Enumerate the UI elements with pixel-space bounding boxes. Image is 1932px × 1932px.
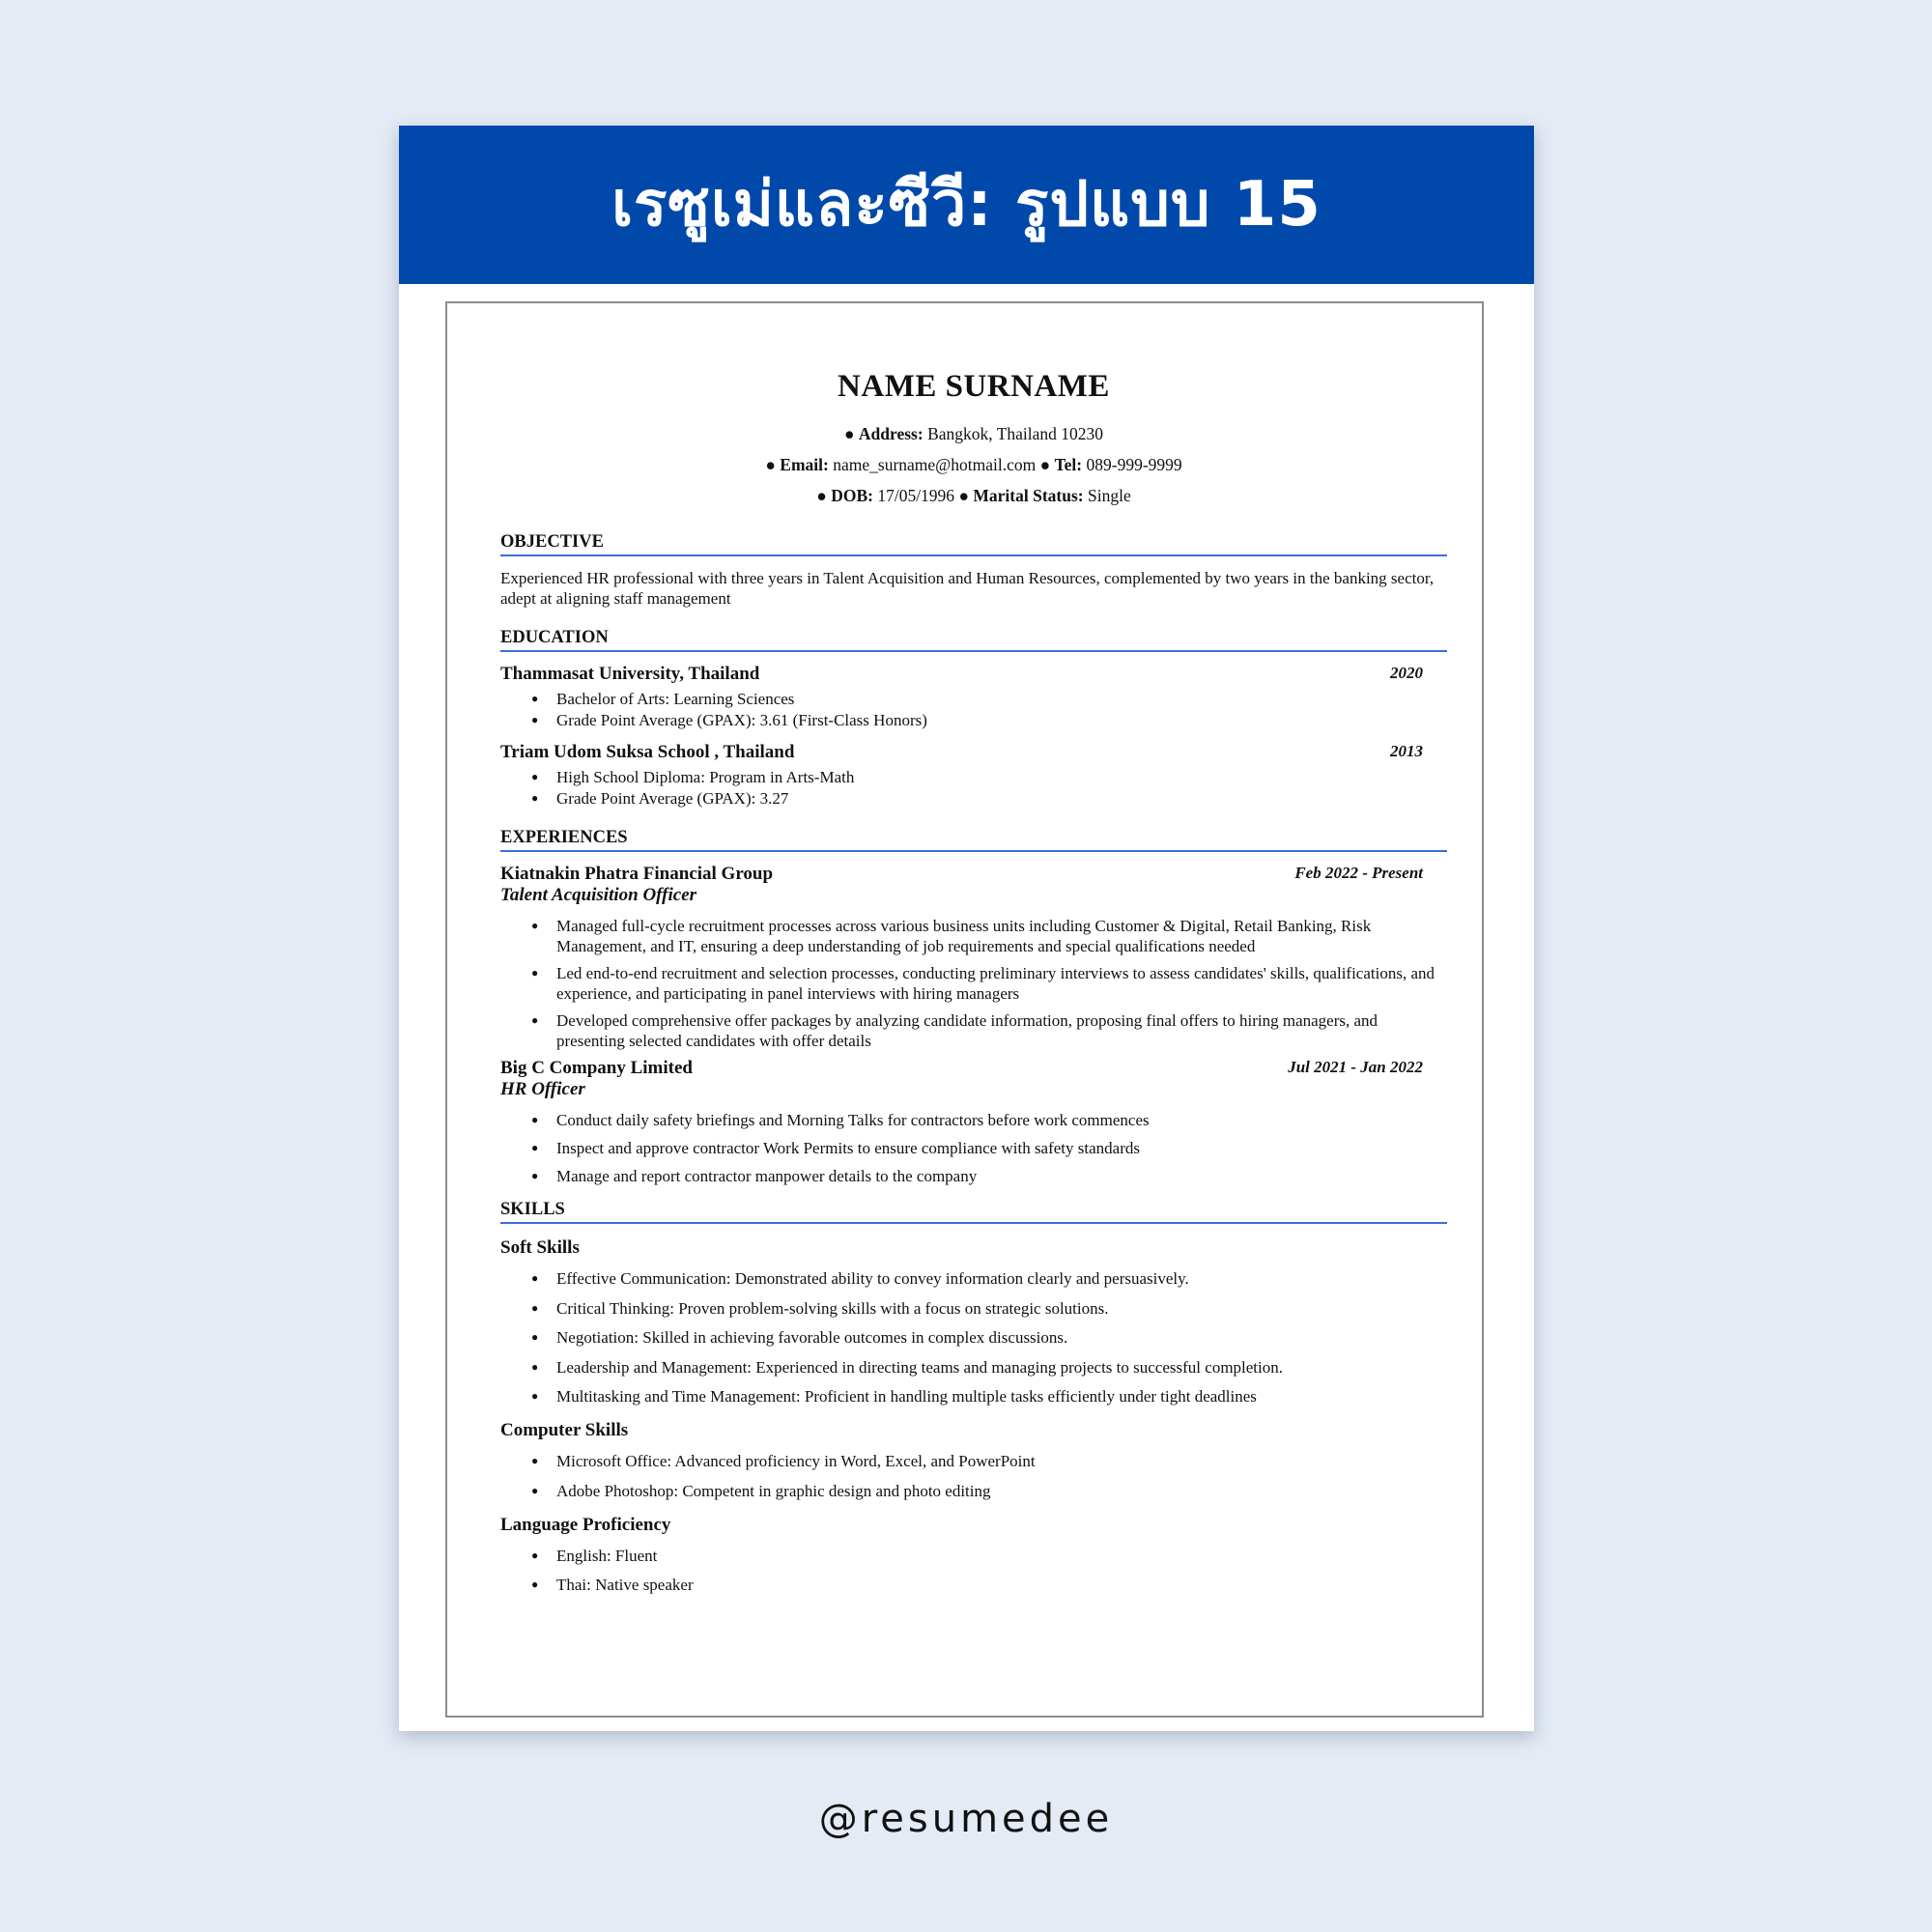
list-item: ● Manage and report contractor manpower details to the company	[500, 1166, 1447, 1186]
company-name: Kiatnakin Phatra Financial Group	[500, 864, 774, 884]
skill-list	[500, 1268, 1447, 1406]
list-item: ● Leadership and Management: Experienced in directing teams and managing projects to successful completion.	[500, 1357, 1447, 1378]
list-item: ● Developed comprehensive offer packages by analyzing candidate information, proposing final offers to hiring managers, and presenting selected candidates with offer details	[500, 1010, 1447, 1051]
education-year: 2013	[1390, 742, 1423, 760]
skill-group-title: Soft Skills	[500, 1237, 580, 1258]
list-item: ● Inspect and approve contractor Work Permits to ensure compliance with safety standards	[500, 1138, 1447, 1158]
skill-list	[500, 1451, 1447, 1501]
contact-line-dob: ● DOB: 17/05/1996 ● Marital Status: Single	[816, 486, 1131, 505]
education-details	[500, 767, 1447, 809]
education-year: 2020	[1390, 664, 1423, 682]
dob-value: 17/05/1996	[877, 486, 955, 505]
section-title-education: EDUCATION	[500, 628, 1447, 652]
list-item: ● Grade Point Average (GPAX): 3.61 (First-Class Honors)	[500, 710, 1447, 731]
list-item: ● Grade Point Average (GPAX): 3.27	[500, 788, 1447, 810]
list-item: ● Negotiation: Skilled in achieving favorable outcomes in complex discussions.	[500, 1327, 1447, 1348]
list-item: ● Conduct daily safety briefings and Morning Talks for contractors before work commences	[500, 1110, 1447, 1130]
resume-frame	[445, 301, 1484, 1718]
school-name: Thammasat University, Thailand	[500, 664, 760, 684]
education-entry-head	[500, 742, 1447, 763]
list-item: ● Effective Communication: Demonstrated ability to convey information clearly and persuasively.	[500, 1268, 1447, 1289]
address-value: Bangkok, Thailand 10230	[927, 424, 1104, 443]
experience-entry-head	[500, 1058, 1447, 1079]
education-details	[500, 689, 1447, 730]
dob-label: DOB:	[831, 486, 873, 505]
resume-sheet	[399, 126, 1534, 1731]
list-item: ● Thai: Native speaker	[500, 1575, 1447, 1595]
section-title-skills: SKILLS	[500, 1200, 1447, 1224]
section-title-objective: OBJECTIVE	[500, 532, 1447, 556]
email-value: name_surname@hotmail.com	[833, 455, 1037, 474]
banner-title: เรซูเม่และซีวี: รูปแบบ 15	[399, 126, 1534, 284]
experience-entry-head	[500, 864, 1447, 885]
list-item: ● Led end-to-end recruitment and selection processes, conducting preliminary interviews to assess candidates' skills, qualifications, and experience, and participating in panel interviews with hiring managers	[500, 963, 1447, 1004]
list-item: ● Microsoft Office: Advanced proficiency in Word, Excel, and PowerPoint	[500, 1451, 1447, 1471]
experience-details	[500, 916, 1447, 1051]
list-item: ● English: Fluent	[500, 1546, 1447, 1566]
list-item: ● Managed full-cycle recruitment processes across various business units including Customer & Digital, Retail Banking, Risk Management, and IT, ensuring a deep understanding of job requirements and special qualifications needed	[500, 916, 1447, 956]
list-item: ● Critical Thinking: Proven problem-solving skills with a focus on strategic solutions.	[500, 1298, 1447, 1319]
email-label: Email:	[780, 455, 829, 474]
experience-details	[500, 1110, 1447, 1186]
company-name: Big C Company Limited	[500, 1058, 693, 1078]
list-item: ● Adobe Photoshop: Competent in graphic design and photo editing	[500, 1481, 1447, 1501]
contact-line-address: ● Address: Bangkok, Thailand 10230	[843, 424, 1104, 443]
tel-value: 089-999-9999	[1086, 455, 1182, 474]
resume-name: NAME SURNAME	[838, 369, 1110, 404]
experience-dates: Feb 2022 - Present	[1294, 864, 1423, 882]
tel-label: Tel:	[1054, 455, 1083, 474]
school-name: Triam Udom Suksa School , Thailand	[500, 742, 795, 762]
contact-block	[500, 418, 1447, 511]
contact-line-email: ● Email: name_surname@hotmail.com ● Tel: 089-999-9999	[765, 455, 1182, 474]
job-title: HR Officer	[500, 1079, 585, 1099]
section-title-experiences: EXPERIENCES	[500, 828, 1447, 852]
list-item: ● Bachelor of Arts: Learning Sciences	[500, 689, 1447, 710]
list-item: ● Multitasking and Time Management: Proficient in handling multiple tasks efficiently under tight deadlines	[500, 1386, 1447, 1406]
list-item: ● High School Diploma: Program in Arts-Math	[500, 767, 1447, 788]
objective-text: Experienced HR professional with three years in Talent Acquisition and Human Resources, complemented by two years in the banking sector, adept at aligning staff management	[500, 569, 1435, 608]
address-label: Address:	[858, 424, 923, 443]
education-entry-head	[500, 664, 1447, 685]
skill-list	[500, 1546, 1447, 1596]
marital-label: Marital Status:	[973, 486, 1084, 505]
footer-handle: @resumedee	[818, 1797, 1114, 1841]
marital-value: Single	[1088, 486, 1131, 505]
skill-group-title: Language Proficiency	[500, 1514, 671, 1535]
job-title: Talent Acquisition Officer	[500, 885, 697, 905]
experience-dates: Jul 2021 - Jan 2022	[1288, 1058, 1423, 1076]
skill-group-title: Computer Skills	[500, 1420, 629, 1440]
resume-content	[500, 303, 1447, 1605]
